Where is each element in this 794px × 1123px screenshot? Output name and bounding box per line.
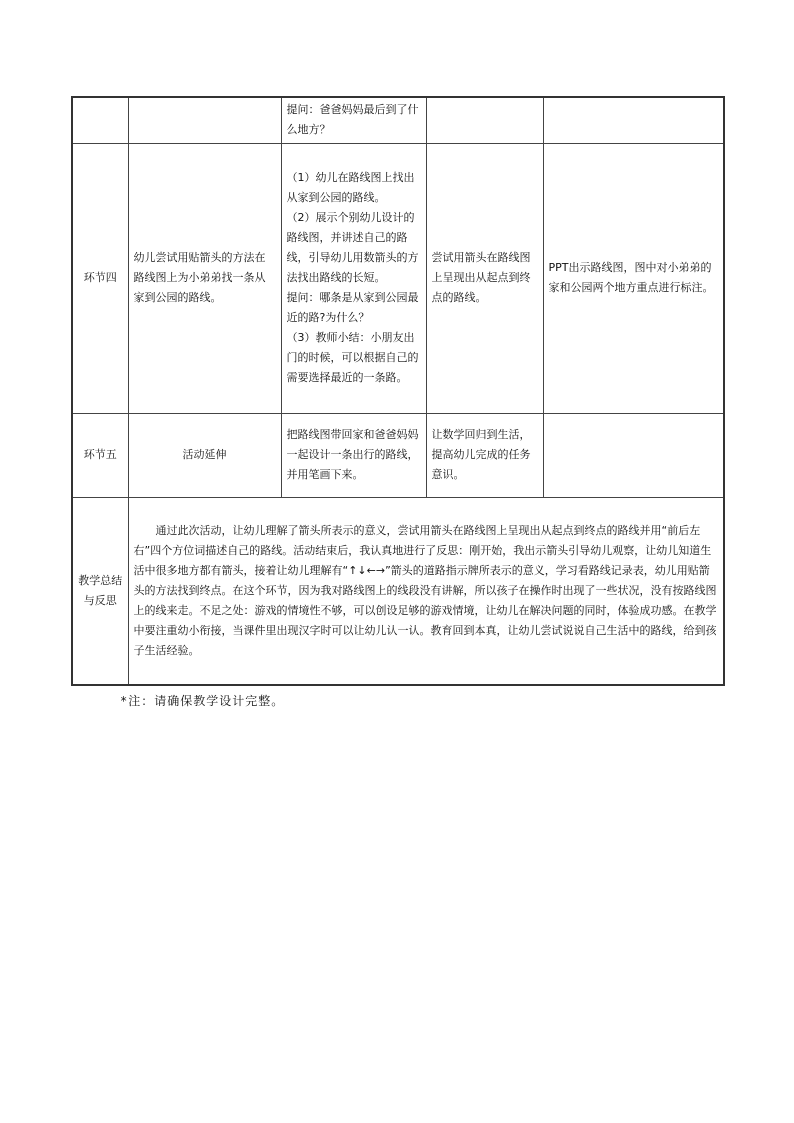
summary-text: 通过此次活动，让幼儿理解了箭头所表示的意义，尝试用箭头在路线图上呈现出从起点到终点的路线并用“前后左右”四个方位词描述自己的路线。活动结束后，我认真地进行了反思：刚开始，我出示箭头引导幼儿观察，让幼儿知道生活中很多地方都有箭头，接着让幼儿理解有“↑↓←→”箭头的道路指示牌所表示的意义，学习看路线记录表，幼儿用贴箭头的方法找到终点。在这个环节，因为我对路线图上的线段没有讲解，所以孩子在操作时出现了一些状况，没有按路线图上的线来走。不足之处：游戏的情境性不够，可以创设足够的游戏情境，让幼儿在解决问题的同时，体验成功感。在教学中要注重幼小衔接，当课件里出现汉字时可以让幼儿认一认。教育回到本真，让幼儿尝试说说自己生活中的路线，给到孩子生活经验。 bbox=[128, 497, 724, 685]
resource-cell bbox=[543, 97, 724, 143]
process-cell bbox=[281, 143, 426, 413]
goal-cell: 让数学回归到生活，提高幼儿完成的任务意识。 bbox=[426, 413, 543, 497]
resource-cell: PPT出示路线图，图中对小弟弟的家和公园两个地方重点进行标注。 bbox=[543, 143, 724, 413]
lesson-plan-table bbox=[71, 96, 725, 686]
goal-cell: 尝试用箭头在路线图上呈现出从起点到终点的路线。 bbox=[426, 143, 543, 413]
resource-cell bbox=[543, 413, 724, 497]
activity-cell bbox=[128, 97, 281, 143]
activity-cell: 活动延伸 bbox=[128, 413, 281, 497]
stage-cell: 环节四 bbox=[72, 143, 128, 413]
table-row bbox=[72, 97, 724, 143]
activity-cell: 幼儿尝试用贴箭头的方法在路线图上为小弟弟找一条从家到公园的路线。 bbox=[128, 143, 281, 413]
table-row bbox=[72, 143, 724, 413]
process-step: （2）展示个别幼儿设计的路线图，并讲述自己的路线，引导幼儿用数箭头的方法找出路线的长短。 bbox=[286, 211, 419, 284]
footnote: *注：请确保教学设计完整。 bbox=[120, 694, 285, 708]
table-row bbox=[72, 413, 724, 497]
process-cell: 提问：爸爸妈妈最后到了什么地方？ bbox=[281, 97, 426, 143]
process-cell: 把路线图带回家和爸爸妈妈一起设计一条出行的路线，并用笔画下来。 bbox=[281, 413, 426, 497]
table-row bbox=[72, 497, 724, 685]
stage-cell: 环节五 bbox=[72, 413, 128, 497]
goal-cell bbox=[426, 97, 543, 143]
summary-label: 教学总结与反思 bbox=[72, 497, 128, 685]
stage-cell bbox=[72, 97, 128, 143]
process-step: （1）幼儿在路线图上找出从家到公园的路线。 bbox=[286, 171, 415, 204]
process-step: （3）教师小结：小朋友出门的时候，可以根据自己的需要选择最近的一条路。 bbox=[286, 331, 419, 384]
process-question: 提问：哪条是从家到公园最近的路?为什么？ bbox=[286, 291, 419, 324]
